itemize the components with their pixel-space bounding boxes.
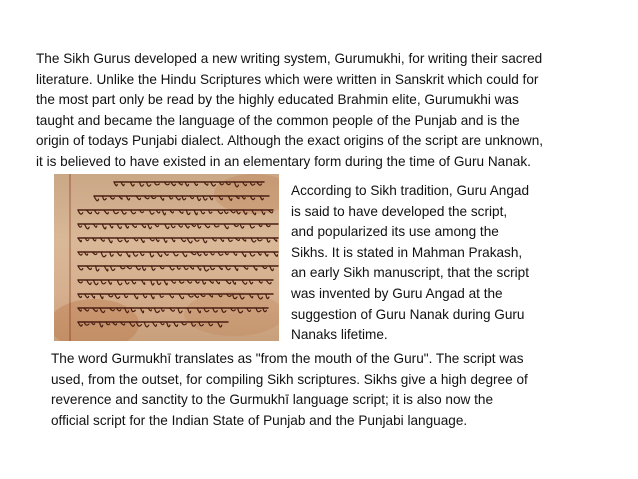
paper-stain: [54, 299, 139, 341]
meaning-paragraph: The word Gurmukhī translates as "from the mouth of the Guru". The script was used, from the outset, for compiling Sikh scriptures. Sikhs give a high degree of reverence and sanctity to the Gurmukhī language script; it is also now the official script for the Indian State of Punjab and the Punjabi language.: [51, 351, 528, 428]
tradition-paragraph: According to Sikh tradition, Guru Angad is said to have developed the script, and popularized its use among the Sikhs. It is stated in Mahman Prakash, an early Sikh manuscript, that the script was invented by Guru Angad at the suggestion of Guru Nanak during Guru Nanaks lifetime.: [291, 183, 530, 343]
script-glyphs: [78, 280, 271, 285]
paper-stain: [184, 292, 279, 336]
paper-stain: [214, 174, 279, 214]
intro-paragraph: The Sikh Gurus developed a new writing system, Gurumukhi, for writing their sacred literature. Unlike the Hindu Scriptures which were written in Sanskrit which could for the most part only be read by the highly educated Brahmin elite, Gurumukhi was taught and became the language of the common people of the Punjab and is the origin of todays Punjabi dialect. Although the exact origins of the script are unknown, it is believed to have existed in an elementary form during the time of Guru Nanak.: [36, 51, 544, 169]
manuscript-illustration: [54, 174, 279, 341]
script-glyphs: [78, 266, 273, 271]
script-glyphs: [78, 252, 277, 257]
manuscript-image: [54, 174, 279, 341]
script-glyphs: [78, 238, 277, 243]
script-glyphs: [78, 224, 270, 229]
